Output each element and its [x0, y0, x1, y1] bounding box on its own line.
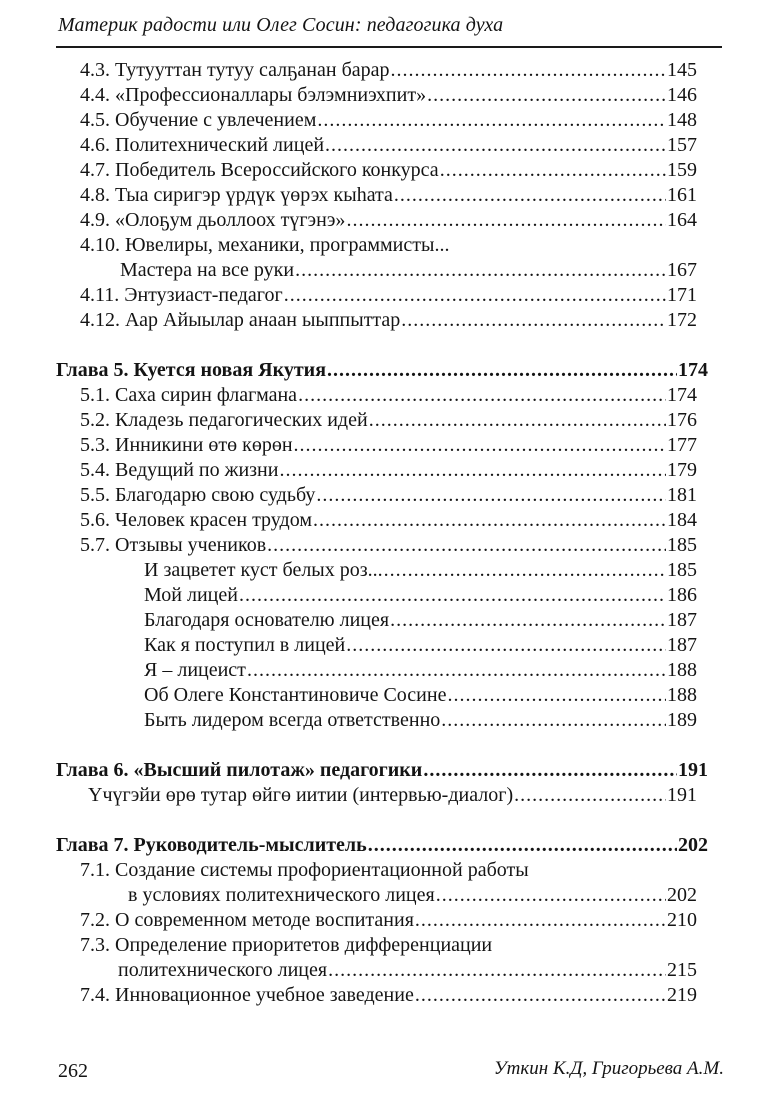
- toc-entry-title: Я – лицеист: [144, 659, 246, 681]
- toc-row: [80, 933, 492, 957]
- dot-leader: [447, 683, 666, 707]
- dot-leader: [368, 833, 677, 857]
- dot-leader: [346, 633, 666, 657]
- dot-leader: [328, 958, 666, 982]
- toc-entry-title: 5.4. Ведущий по жизни: [80, 459, 279, 481]
- toc-row: [128, 883, 697, 907]
- toc-entry-title: 4.4. «Профессионаллары бэлэмниэхпит»: [80, 84, 427, 106]
- toc-row: [144, 583, 697, 607]
- toc-entry-title: Мастера на все руки: [120, 259, 295, 281]
- toc-page-number: 191: [667, 784, 697, 806]
- running-title: Материк радости или Олег Сосин: педагогика духа: [58, 14, 504, 36]
- toc-page-number: 188: [667, 684, 697, 706]
- toc-entry-title: 4.3. Тутууттан тутуу салҕанан барар: [80, 59, 390, 81]
- dot-leader: [436, 883, 666, 907]
- toc-entry-title: Глава 6. «Высший пилотаж» педагогики: [56, 759, 423, 781]
- toc-page-number: 145: [667, 59, 697, 81]
- toc-page-number: 171: [667, 284, 697, 306]
- toc-page-number: 161: [667, 184, 697, 206]
- toc-row: [80, 858, 529, 882]
- toc-row: [80, 158, 697, 182]
- toc-page-number: 185: [667, 559, 697, 581]
- toc-row: [88, 783, 697, 807]
- toc-row: [144, 608, 697, 632]
- dot-leader: [440, 158, 666, 182]
- toc-row: [80, 108, 697, 132]
- toc-page-number: 202: [678, 834, 708, 856]
- toc-page-number: 188: [667, 659, 697, 681]
- toc-entry-title: Благодаря основателю лицея: [144, 609, 390, 631]
- toc-entry-title: политехнического лицея: [118, 959, 328, 981]
- toc-row: [80, 458, 697, 482]
- toc-row: [80, 433, 697, 457]
- toc-entry-title: 7.4. Инновационное учебное заведение: [80, 984, 414, 1006]
- toc-row: [120, 258, 697, 282]
- dot-leader: [316, 483, 666, 507]
- toc-row: [80, 283, 697, 307]
- toc-page-number: 184: [667, 509, 697, 531]
- toc-page-number: 174: [667, 384, 697, 406]
- toc-entry-title: в условиях политехнического лицея: [128, 884, 435, 906]
- dot-leader: [327, 358, 677, 382]
- toc-chapter-row: [56, 358, 708, 382]
- toc-row: [80, 983, 697, 1007]
- dot-leader: [394, 183, 666, 207]
- toc-entry-title: 4.9. «Олоҕум дьоллоох түгэнэ»: [80, 209, 346, 231]
- dot-leader: [415, 908, 666, 932]
- toc-entry-title: Мой лицей: [144, 584, 238, 606]
- toc-row: [144, 633, 697, 657]
- toc-page-number: 181: [667, 484, 697, 506]
- toc-row: [80, 408, 697, 432]
- toc-entry-title: 5.7. Отзывы учеников: [80, 534, 267, 556]
- toc-entry-title: 7.2. О современном методе воспитания: [80, 909, 414, 931]
- toc-page-number: 187: [667, 634, 697, 656]
- toc-entry-title: 4.5. Обучение с увлечением: [80, 109, 317, 131]
- toc-page-number: 202: [667, 884, 697, 906]
- toc-entry-title: 5.3. Инникини өтө көрөн: [80, 434, 293, 456]
- toc-row: [80, 233, 449, 257]
- toc-page-number: 210: [667, 909, 697, 931]
- dot-leader: [401, 308, 666, 332]
- toc-entry-title: 4.11. Энтузиаст-педагог: [80, 284, 283, 306]
- toc-row: [144, 708, 697, 732]
- toc-entry-title: 4.10. Ювелиры, механики, программисты...: [80, 234, 450, 256]
- toc-entry-title: 4.6. Политехнический лицей: [80, 134, 325, 156]
- page-number: 262: [58, 1060, 88, 1082]
- dot-leader: [239, 583, 666, 607]
- toc-page-number: 179: [667, 459, 697, 481]
- toc-row: [80, 483, 697, 507]
- toc-page-number: 189: [667, 709, 697, 731]
- toc-page-number: 148: [667, 109, 697, 131]
- header-rule: [56, 46, 722, 48]
- toc-entry-title: 5.5. Благодарю свою судьбу: [80, 484, 316, 506]
- dot-leader: [267, 533, 666, 557]
- toc-entry-title: 5.6. Человек красен трудом: [80, 509, 312, 531]
- dot-leader: [441, 708, 666, 732]
- toc-row: [80, 908, 697, 932]
- toc-page-number: 185: [667, 534, 697, 556]
- toc-page-number: 186: [667, 584, 697, 606]
- dot-leader: [415, 983, 666, 1007]
- toc-row: [144, 658, 697, 682]
- toc-entry-title: 5.2. Кладезь педагогических идей: [80, 409, 368, 431]
- dot-leader: [423, 758, 677, 782]
- toc-entry-title: Об Олеге Константиновиче Сосине: [144, 684, 447, 706]
- dot-leader: [279, 458, 666, 482]
- toc-page-number: 157: [667, 134, 697, 156]
- toc-entry-title: Глава 7. Руководитель-мыслитель: [56, 834, 367, 856]
- dot-leader: [514, 783, 666, 807]
- toc-page-number: 164: [667, 209, 697, 231]
- dot-leader: [317, 108, 666, 132]
- dot-leader: [295, 258, 666, 282]
- toc-entry-title: 4.8. Тыа сиригэр үрдүк үөрэх кыһата: [80, 184, 393, 206]
- dot-leader: [427, 83, 666, 107]
- toc-entry-title: 7.1. Создание системы профориентационной работы: [80, 859, 529, 881]
- toc-page-number: 219: [667, 984, 697, 1006]
- dot-leader: [391, 58, 666, 82]
- toc-row: [118, 958, 697, 982]
- toc-page-number: 172: [667, 309, 697, 331]
- toc-row: [80, 208, 697, 232]
- toc-entry-title: 4.12. Аар Айыылар анаан ыыппыттар: [80, 309, 401, 331]
- footer-authors: Уткин К.Д, Григорьева А.М.: [493, 1058, 724, 1079]
- toc-page-number: 191: [678, 759, 708, 781]
- dot-leader: [247, 658, 666, 682]
- dot-leader: [390, 608, 666, 632]
- toc-page-number: 177: [667, 434, 697, 456]
- dot-leader: [298, 383, 666, 407]
- toc-row: [80, 508, 697, 532]
- toc-row: [80, 308, 697, 332]
- toc-page-number: 215: [667, 959, 697, 981]
- toc-row: [80, 383, 697, 407]
- toc-entry-title: Быть лидером всегда ответственно: [144, 709, 441, 731]
- dot-leader: [346, 208, 666, 232]
- toc-entry-title: Глава 5. Куется новая Якутия: [56, 359, 327, 381]
- toc-page-number: 176: [667, 409, 697, 431]
- toc-row: [144, 558, 697, 582]
- toc-entry-title: 7.3. Определение приоритетов дифференциации: [80, 934, 493, 956]
- toc-page-number: 174: [678, 359, 708, 381]
- toc-entry-title: 4.7. Победитель Всероссийского конкурса: [80, 159, 439, 181]
- toc-row: [80, 133, 697, 157]
- toc-page-number: 159: [667, 159, 697, 181]
- toc-chapter-row: [56, 758, 708, 782]
- toc-row: [80, 58, 697, 82]
- toc-chapter-row: [56, 833, 708, 857]
- toc-row: [80, 183, 697, 207]
- toc-page-number: 167: [667, 259, 697, 281]
- dot-leader: [369, 408, 666, 432]
- dot-leader: [294, 433, 666, 457]
- dot-leader: [284, 283, 666, 307]
- toc-page-number: 187: [667, 609, 697, 631]
- toc-entry-title: И зацветет куст белых роз...: [144, 559, 383, 581]
- dot-leader: [325, 133, 666, 157]
- toc-row: [80, 83, 697, 107]
- toc-page-number: 146: [667, 84, 697, 106]
- toc-entry-title: Как я поступил в лицей: [144, 634, 346, 656]
- toc-entry-title: 5.1. Саха сирин флагмана: [80, 384, 298, 406]
- dot-leader: [313, 508, 666, 532]
- toc-row: [80, 533, 697, 557]
- toc-row: [144, 683, 697, 707]
- dot-leader: [384, 558, 666, 582]
- toc-entry-title: Үчүгэйи өрө тутар өйгө иитии (интервью-диалог): [88, 784, 514, 806]
